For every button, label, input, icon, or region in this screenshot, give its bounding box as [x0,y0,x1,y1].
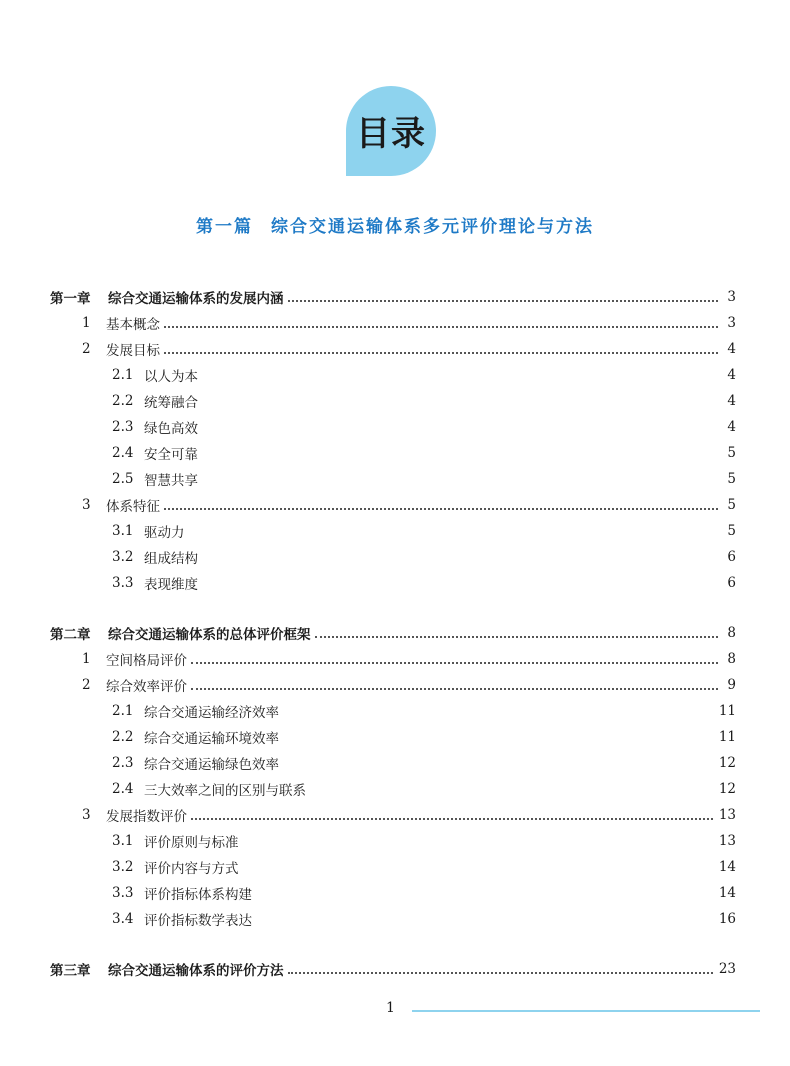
toc-entry-page: 3 [727,315,736,331]
dot-leader [283,766,713,767]
toc-entry-label: 综合交通运输体系的评价方法 [108,963,284,979]
toc-entry-sub[interactable] [112,883,736,903]
toc-entry-label: 组成结构 [144,551,198,567]
toc-entry-number: 2.5 [112,471,134,487]
dot-leader [189,534,719,535]
toc-entry-section[interactable] [82,649,736,669]
footer-rule [412,1010,760,1012]
toc-entry-section[interactable] [82,339,736,359]
toc-entry-chapter[interactable] [50,959,736,979]
dot-leader [288,299,719,302]
toc-entry-label: 三大效率之间的区别与联系 [144,783,306,799]
toc-entry-number: 1 [82,315,91,331]
toc-entry-number: 2.3 [112,755,134,771]
toc-entry-page: 13 [718,807,736,823]
toc-entry-page: 4 [727,419,736,435]
toc-entry-page: 5 [727,471,736,487]
toc-entry-number: 3.2 [112,549,134,565]
dot-leader [283,740,713,741]
toc-entry-label: 安全可靠 [144,447,198,463]
toc-entry-page: 5 [727,497,736,513]
toc-entry-page: 23 [718,961,736,977]
toc-entry-number: 2.1 [112,703,134,719]
dot-leader [191,687,718,690]
toc-entry-page: 4 [727,367,736,383]
toc-entry-sub[interactable] [112,753,736,773]
dot-leader [202,430,718,431]
toc-entry-sub[interactable] [112,443,736,463]
dot-leader [164,351,718,354]
toc-entry-page: 5 [727,445,736,461]
toc-entry-sub[interactable] [112,779,736,799]
toc-entry-label: 综合交通运输经济效率 [144,705,279,721]
dot-leader [164,325,718,328]
toc-entry-number: 2.2 [112,393,134,409]
toc-entry-sub[interactable] [112,521,736,541]
toc-entry-label: 发展指数评价 [106,809,187,825]
toc-entry-page: 4 [727,393,736,409]
toc-entry-label: 统筹融合 [144,395,198,411]
toc-entry-sub[interactable] [112,701,736,721]
toc-entry-number: 3.3 [112,575,134,591]
page-title: 目录 [356,114,426,154]
toc-entry-section[interactable] [82,675,736,695]
toc-entry-page: 8 [727,651,736,667]
toc-entry-sub[interactable] [112,365,736,385]
toc-entry-label: 发展目标 [106,343,160,359]
toc-entry-number: 2.4 [112,781,134,797]
toc-entry-sub[interactable] [112,727,736,747]
toc-entry-section[interactable] [82,495,736,515]
toc-entry-page: 11 [718,703,736,719]
toc-entry-label: 智慧共享 [144,473,198,489]
toc-entry-number: 3 [82,497,91,513]
toc-entry-label: 评价指标数学表达 [144,913,252,929]
toc-entry-number: 3.4 [112,911,134,927]
toc-entry-page: 6 [727,575,736,591]
toc-entry-sub[interactable] [112,857,736,877]
toc-entry-label: 综合交通运输体系的总体评价框架 [108,627,311,643]
toc-entry-number: 第二章 [50,627,91,643]
toc-entry-number: 3.1 [112,523,134,539]
part-name: 综合交通运输体系多元评价理论与方法 [271,217,594,237]
toc-entry-sub[interactable] [112,469,736,489]
toc-entry-page: 14 [718,859,736,875]
toc-entry-label: 绿色高效 [144,421,198,437]
toc-entry-number: 3 [82,807,91,823]
toc-entry-sub[interactable] [112,391,736,411]
toc-entry-label: 以人为本 [144,369,198,385]
toc-entry-sub[interactable] [112,831,736,851]
toc-entry-page: 9 [727,677,736,693]
toc-entry-label: 综合效率评价 [106,679,187,695]
dot-leader [243,870,713,871]
part-label: 第一篇 [196,217,253,237]
dot-leader [315,635,719,638]
toc-entry-page: 3 [727,289,736,305]
toc-entry-number: 3.1 [112,833,134,849]
toc-entry-label: 综合交通运输体系的发展内涵 [108,291,284,307]
toc-entry-number: 2.1 [112,367,134,383]
toc-entry-label: 综合交通运输绿色效率 [144,757,279,773]
toc-entry-number: 2 [82,677,91,693]
toc-entry-label: 体系特征 [106,499,160,515]
dot-leader [283,714,713,715]
toc-entry-label: 评价指标体系构建 [144,887,252,903]
toc-entry-number: 第三章 [50,963,91,979]
toc-entry-label: 空间格局评价 [106,653,187,669]
dot-leader [202,456,718,457]
toc-entry-number: 2.2 [112,729,134,745]
dot-leader [202,378,718,379]
toc-entry-page: 5 [727,523,736,539]
dot-leader [164,507,718,510]
dot-leader [202,404,718,405]
toc-entry-label: 评价原则与标准 [144,835,239,851]
toc-entry-page: 14 [718,885,736,901]
toc-entry-label: 驱动力 [144,525,185,541]
toc-entry-chapter[interactable] [50,623,736,643]
dot-leader [202,482,718,483]
toc-entry-section[interactable] [82,805,736,825]
toc-entry-page: 12 [718,781,736,797]
toc-entry-number: 2.4 [112,445,134,461]
toc-entry-label: 综合交通运输环境效率 [144,731,279,747]
toc-entry-page: 16 [718,911,736,927]
toc-entry-number: 第一章 [50,291,91,307]
dot-leader [202,586,718,587]
page-number: 1 [386,1000,395,1016]
toc-entry-number: 2.3 [112,419,134,435]
toc-entry-number: 3.3 [112,885,134,901]
dot-leader [310,792,713,793]
toc-entry-page: 11 [718,729,736,745]
toc-entry-section[interactable] [82,313,736,333]
toc-entry-sub[interactable] [112,573,736,593]
toc-entry-number: 1 [82,651,91,667]
toc-entry-page: 4 [727,341,736,357]
toc-entry-sub[interactable] [112,547,736,567]
toc-entry-label: 评价内容与方式 [144,861,239,877]
dot-leader [202,560,718,561]
dot-leader [256,922,713,923]
dot-leader [256,896,713,897]
toc-entry-page: 8 [727,625,736,641]
dot-leader [288,971,713,974]
toc-entry-sub[interactable] [112,417,736,437]
toc-entry-label: 表现维度 [144,577,198,593]
toc-entry-page: 12 [718,755,736,771]
dot-leader [243,844,713,845]
toc-entry-page: 13 [718,833,736,849]
toc-entry-sub[interactable] [112,909,736,929]
dot-leader [191,661,718,664]
toc-entry-label: 基本概念 [106,317,160,333]
toc-entry-page: 6 [727,549,736,565]
toc-entry-number: 3.2 [112,859,134,875]
toc-entry-chapter[interactable] [50,287,736,307]
toc-entry-number: 2 [82,341,91,357]
dot-leader [191,817,713,820]
